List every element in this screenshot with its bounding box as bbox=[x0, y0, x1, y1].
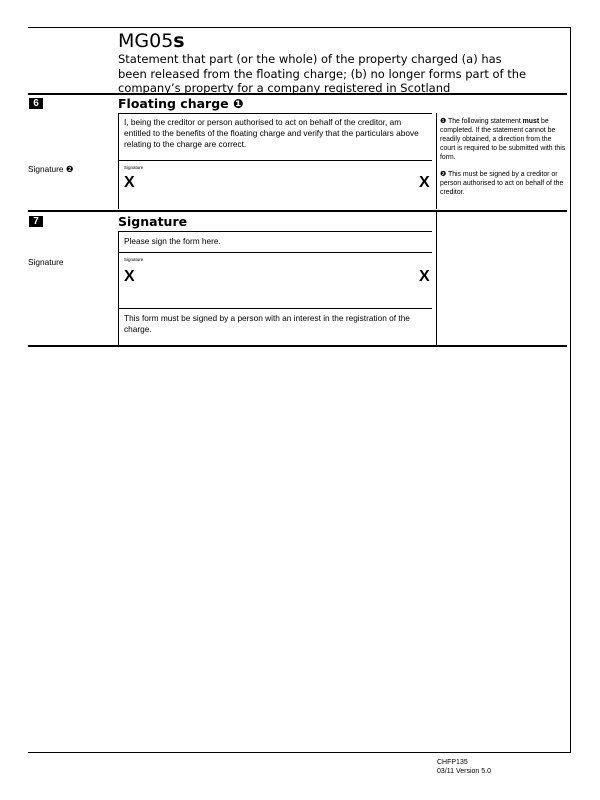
section7-signature-rule bbox=[118, 308, 432, 309]
form-subtitle: Statement that part (or the whole) of the property charged (a) has been released from the floating charge; (b) no longer forms part of the company’s property for a company registered in Scotland bbox=[118, 52, 527, 95]
section7-instruction: Please sign the form here. bbox=[124, 236, 221, 246]
note-2: ❷ This must be signed by a creditor or person authorised to act on behalf of the creditor. bbox=[440, 171, 564, 196]
section6-top-rule bbox=[28, 93, 567, 95]
section7-signature-field[interactable] bbox=[119, 253, 432, 307]
section7-number: 7 bbox=[29, 216, 43, 227]
page-frame-top bbox=[28, 27, 571, 28]
section6-title: Floating charge ❶ bbox=[118, 96, 244, 111]
section6-signature-label: Signature ❷ bbox=[28, 164, 74, 174]
signature-x-mark-end: X bbox=[419, 174, 430, 191]
section7-title-rule bbox=[118, 231, 432, 232]
section6-number: 6 bbox=[29, 98, 43, 109]
note-1: ❶ The following statement must be completed. If the statement cannot be readily obtained, a direction from the court is required to be submitted with this form. bbox=[440, 118, 566, 161]
section7-signature-label: Signature bbox=[28, 257, 64, 267]
section6-notes-border bbox=[436, 113, 437, 209]
section6-statement: I, being the creditor or person authorised to act on behalf of the creditor, am entitled to the benefits of the floating charge and verify that the particulars above relating to the charge are correct. bbox=[124, 117, 419, 149]
signature-x-mark-start: X bbox=[124, 268, 135, 285]
signature-caption: Signature bbox=[124, 257, 144, 262]
section7-bottom-rule bbox=[28, 345, 567, 347]
section6-signature-field[interactable] bbox=[119, 161, 432, 206]
footer-code: CHFP135 bbox=[437, 759, 468, 766]
section7-notes-border bbox=[436, 210, 437, 345]
section6-title-rule bbox=[118, 113, 432, 114]
note-1-marker: ❶ bbox=[440, 118, 447, 125]
signature-x-mark-end: X bbox=[419, 268, 430, 285]
section7-footnote: This form must be signed by a person with an interest in the registration of the charge. bbox=[124, 313, 410, 334]
footer-version: 03/11 Version 5.0 bbox=[437, 768, 491, 775]
section7-top-rule bbox=[28, 210, 567, 212]
note-2-marker: ❷ bbox=[440, 171, 447, 178]
form-code: MG05s bbox=[118, 30, 185, 52]
page-frame-bottom bbox=[28, 752, 571, 753]
signature-x-mark-start: X bbox=[124, 174, 135, 191]
signature-caption: Signature bbox=[124, 165, 144, 170]
page-frame-right bbox=[570, 27, 571, 753]
section7-title: Signature bbox=[118, 214, 188, 229]
footer bbox=[437, 758, 491, 776]
